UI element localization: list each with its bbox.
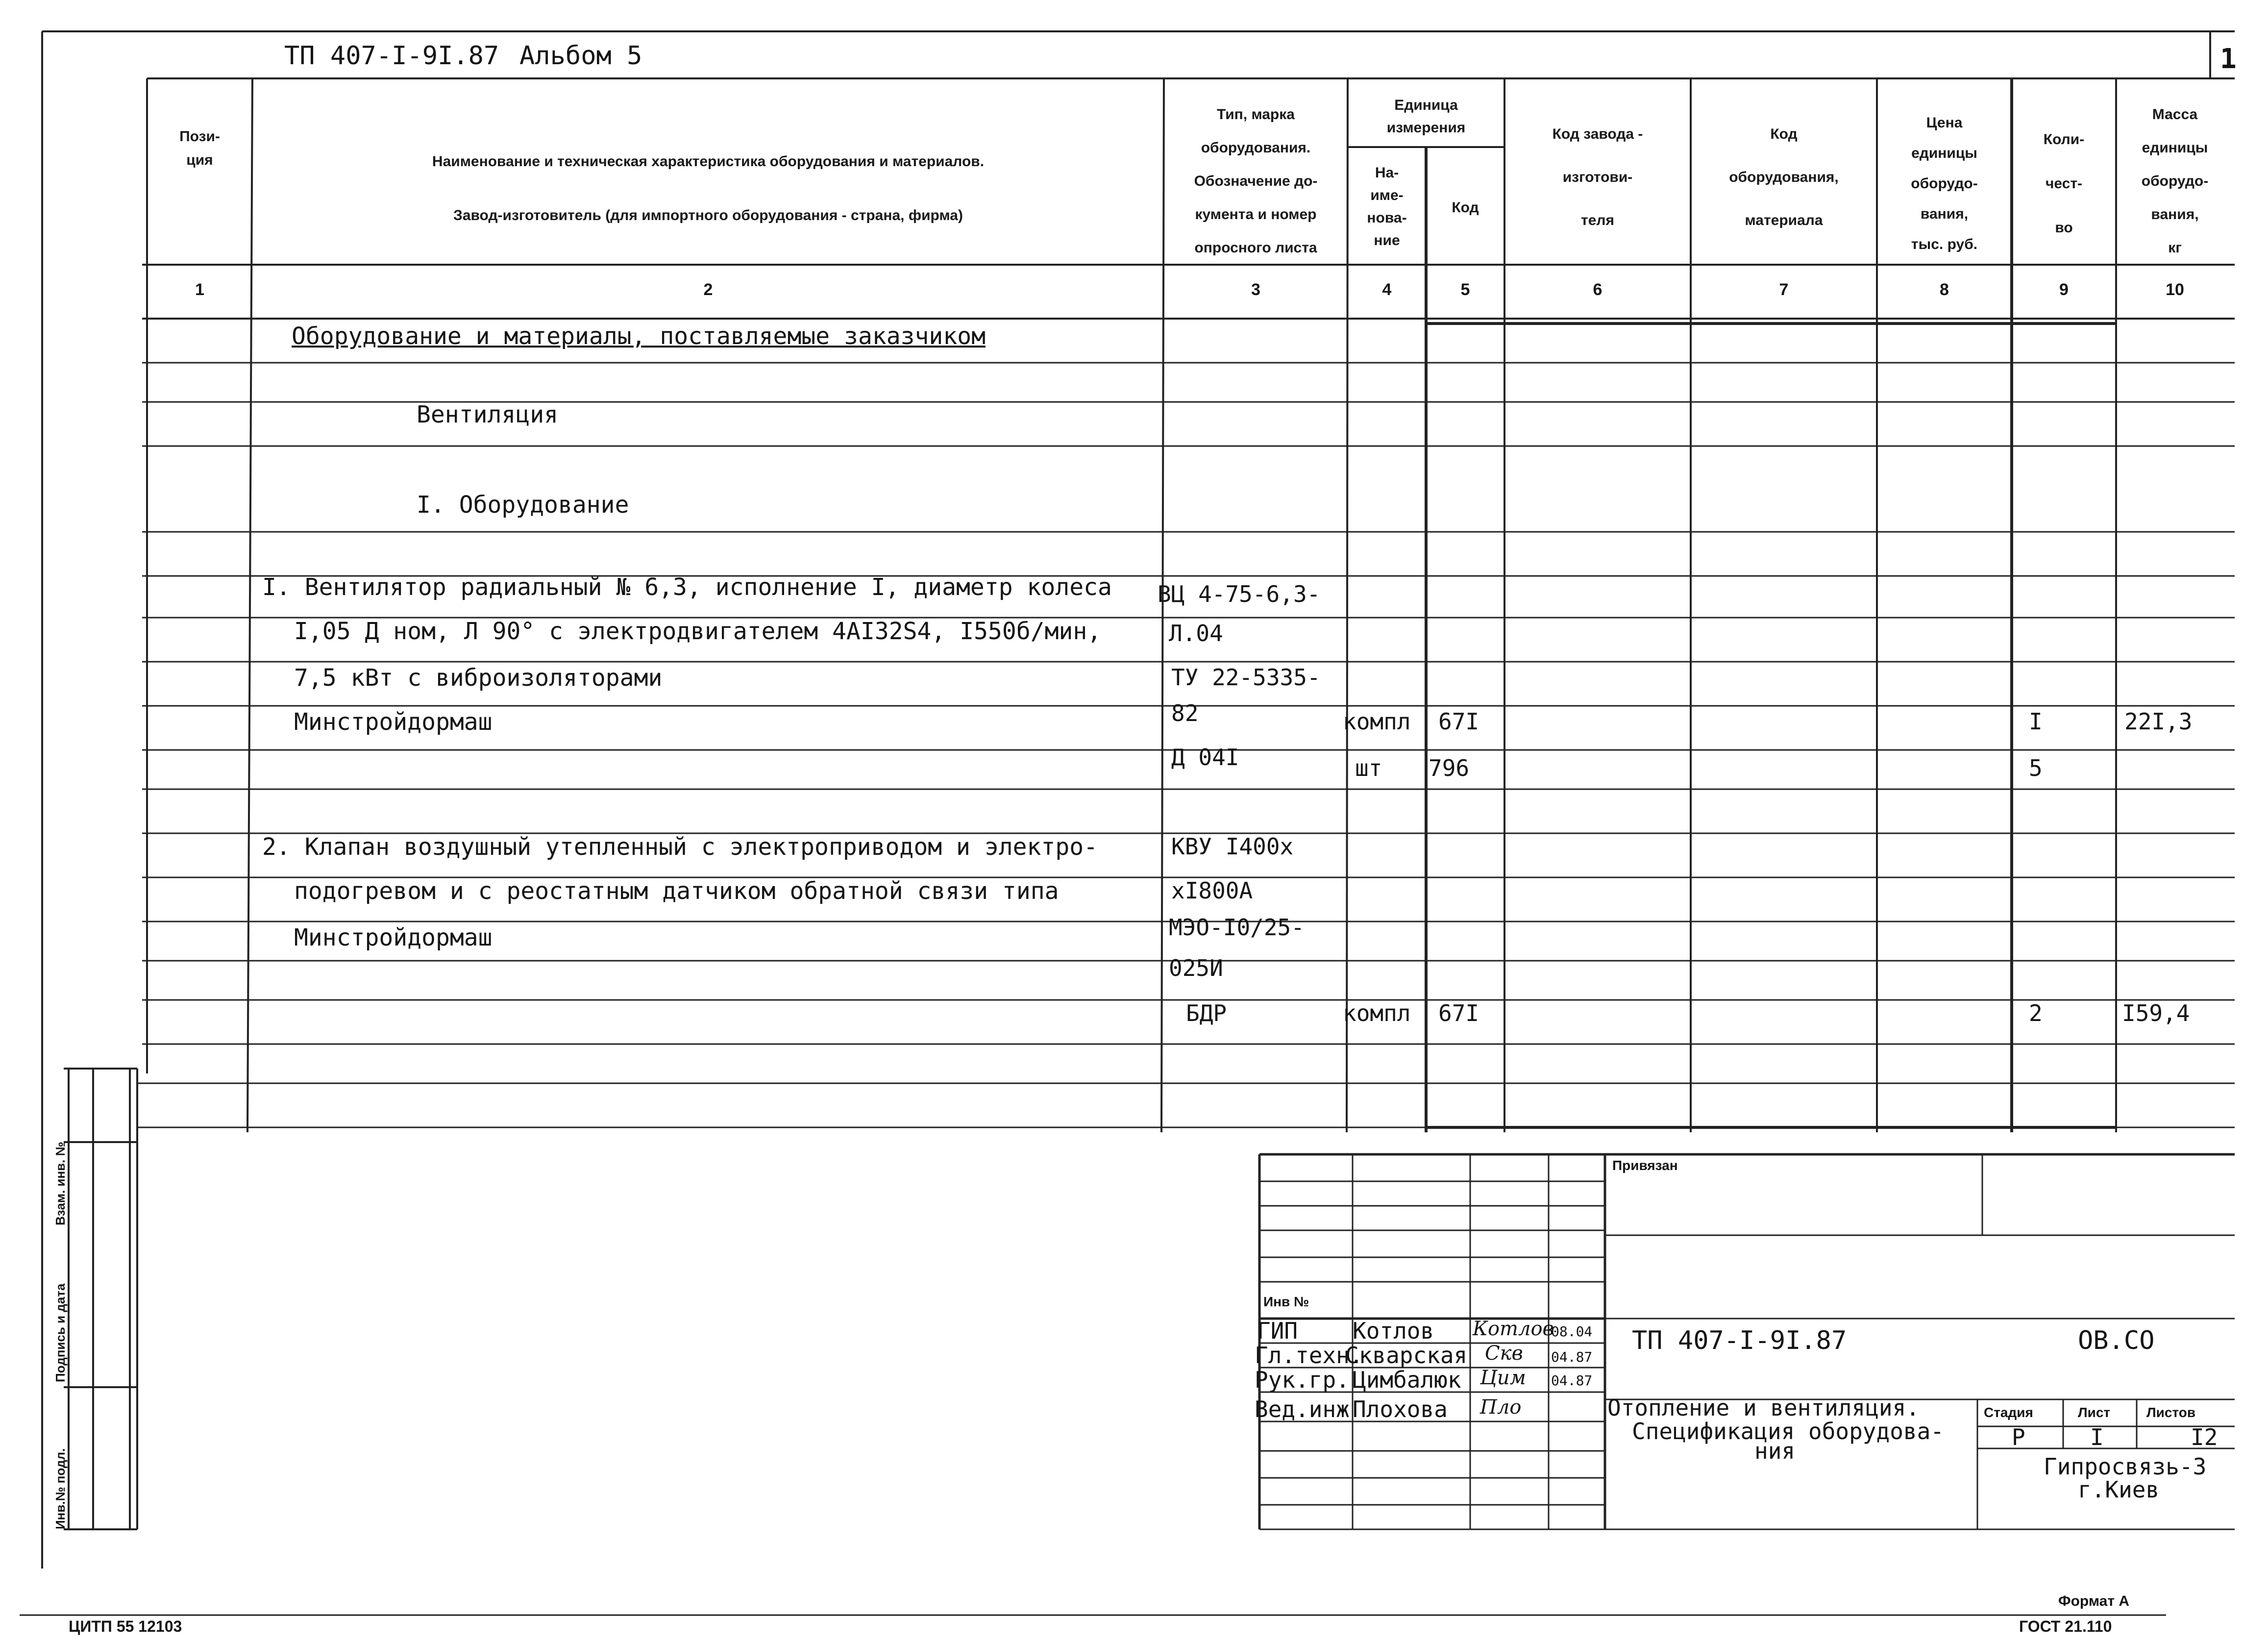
sign-tsimbalyuk: Цим (1480, 1367, 1526, 1389)
subsection-title: Вентиляция (417, 401, 558, 428)
item2-type-2: хI800А (1171, 877, 1253, 904)
item1-line-4: Минстройдормаш (294, 708, 493, 736)
col-10-header: Масса единицы оборудо- вания, кг (2141, 106, 2209, 256)
name-skvarskaya: Скварская (1345, 1342, 1468, 1369)
sheet-label: Лист (2078, 1405, 2111, 1420)
sheet-value: I (2090, 1424, 2104, 1450)
item2-line-3: Минстройдормаш (294, 924, 493, 951)
col-1-header: Пози- ция (179, 128, 220, 168)
col-9-header: Коли- чест- во (2043, 131, 2085, 236)
side-stamp-inv-podl: Инв.№ подл. (53, 1448, 68, 1529)
privyazan-label: Привязан (1612, 1158, 1678, 1173)
item1-type-2: Л.04 (1169, 620, 1223, 647)
section-title: Оборудование и материалы, поставляемые заказчиком (292, 323, 986, 350)
col-num-8: 8 (1940, 280, 1949, 299)
role-gip: ГИП (1257, 1318, 1298, 1344)
item1-line-3: 7,5 кВт с виброизоляторами (294, 664, 663, 692)
col-num-1: 1 (195, 280, 204, 299)
sheets-value: I2 (2191, 1424, 2218, 1450)
item2-type-3: МЭО-I0/25- (1169, 914, 1305, 941)
col-7-header: Код оборудования, материала (1729, 126, 1839, 228)
item2-line-1: 2. Клапан воздушный утепленный с электроприводом и электро- (262, 833, 1098, 861)
col-num-3: 3 (1251, 280, 1260, 299)
item1-qty-1: I (2029, 708, 2043, 735)
col-3-header: Тип, марка оборудования. Обозначение до- кумента и номер опросного листа (1194, 106, 1318, 256)
item2-type-4: 025И (1169, 955, 1223, 981)
date-tsimbalyuk: 04.87 (1551, 1372, 1593, 1389)
item2-unit: компл (1343, 1000, 1411, 1026)
title-line-2: Спецификация оборудова- (1632, 1418, 1944, 1445)
footer-gost: ГОСТ 21.110 (2019, 1618, 2112, 1635)
title-line-3: ния (1754, 1438, 1796, 1464)
item2-mass: I59,4 (2122, 1000, 2190, 1026)
role-ruk-gr: Рук.гр. (1255, 1367, 1350, 1393)
footer-citp: ЦИТП 55 12103 (69, 1618, 182, 1635)
item2-qty: 2 (2029, 1000, 2043, 1026)
item2-type-5: БДР (1186, 1000, 1227, 1026)
sign-kotlov: Котлов (1473, 1318, 1554, 1340)
footer-format: Формат А (2058, 1593, 2130, 1609)
col-5-header: Код (1452, 199, 1479, 216)
inv-label: Инв № (1263, 1294, 1309, 1309)
name-tsimbalyuk: Цимбалюк (1353, 1367, 1461, 1393)
item1-line-2: I,05 Д ном, Л 90° с электродвигателем 4АI32S4, I550б/мин, (294, 618, 1102, 645)
col-4-header: На- име- нова- ние (1367, 165, 1407, 249)
item1-type-3: ТУ 22-5335- (1171, 664, 1321, 691)
item2-type-1: КВУ I400х (1171, 833, 1294, 860)
page-number: 1 (2220, 43, 2237, 75)
col-6-header: Код завода - изготови- теля (1552, 126, 1643, 228)
item1-line-1: I. Вентилятор радиальный № 6,3, исполнение I, диаметр колеса (262, 573, 1112, 601)
item1-unit-2: шт (1355, 755, 1382, 781)
col-num-9: 9 (2059, 280, 2069, 299)
col-num-7: 7 (1779, 280, 1789, 299)
col-num-2: 2 (703, 280, 713, 299)
col-8-header: Цена единицы оборудо- вания, тыс. руб. (1911, 115, 1978, 252)
item1-type-5: Д 04I (1171, 744, 1239, 771)
item1-qty-2: 5 (2029, 755, 2043, 781)
side-stamp-vzam-inv: Взам. инв. № (53, 1142, 68, 1225)
role-gl-tekhn: Гл.техн. (1255, 1342, 1363, 1369)
item2-line-2: подогревом и с реостатным датчиком обратной связи типа (294, 877, 1059, 905)
sheets-label: Листов (2146, 1405, 2196, 1420)
name-kotlov: Котлов (1353, 1318, 1434, 1344)
col-num-6: 6 (1593, 280, 1602, 299)
name-plokhova: Плохова (1353, 1396, 1448, 1422)
item2-code: 67I (1438, 1000, 1479, 1026)
col-2-header: Наименование и техническая характеристика оборудования и материалов. Завод-изготовитель (для импортного оборудования - страна, фирма) (432, 153, 985, 224)
org-line-1: Гипросвязь-3 (2044, 1453, 2207, 1480)
sign-plokhova: Пло (1480, 1396, 1522, 1419)
item1-mass-1: 22I,3 (2124, 708, 2193, 735)
title-block-doc-code: ТП 407-I-9I.87 (1632, 1326, 1847, 1355)
item1-code-2: 796 (1429, 755, 1470, 781)
role-ved-inzh: Вед.инж (1255, 1396, 1350, 1422)
group-title: I. Оборудование (417, 491, 629, 519)
stage-value: Р (2012, 1424, 2025, 1450)
item1-unit-1: компл (1343, 708, 1411, 735)
doc-code-header: ТП 407-I-9I.87 (284, 41, 499, 71)
col-num-10: 10 (2166, 280, 2184, 299)
org-line-2: г.Киев (2078, 1476, 2160, 1503)
item1-code-1: 67I (1438, 708, 1479, 735)
item1-type-1: ВЦ 4-75-6,3- (1158, 581, 1321, 607)
col-num-5: 5 (1460, 280, 1470, 299)
title-line-1: Отопление и вентиляция. (1607, 1395, 1920, 1421)
sign-skvarskaya: Скв (1485, 1342, 1523, 1365)
col-num-4: 4 (1382, 280, 1392, 299)
album-label: Альбом 5 (519, 41, 642, 71)
date-kotlov: 08.04 (1551, 1323, 1593, 1340)
stage-label: Стадия (1984, 1405, 2033, 1420)
item1-type-4: 82 (1171, 700, 1199, 726)
sheet-code: ОВ.СО (2078, 1326, 2155, 1355)
unit-group-header: Единица измерения (1386, 97, 1466, 136)
side-stamp-podpis-data: Подпись и дата (53, 1283, 68, 1382)
date-skvarskaya: 04.87 (1551, 1349, 1593, 1365)
